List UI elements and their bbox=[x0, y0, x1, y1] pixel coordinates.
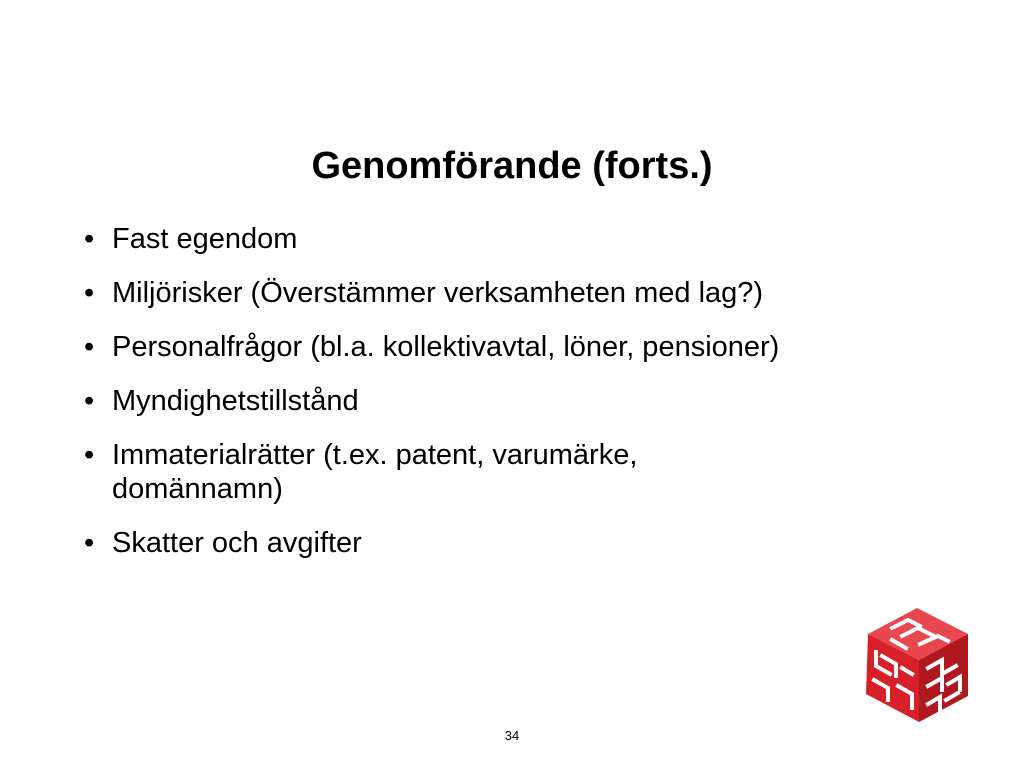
bullet-item bbox=[84, 276, 904, 310]
bullet-text: Personalfrågor (bl.a. kollektivavtal, löner, pensioner) bbox=[112, 331, 780, 363]
bullet-text: Miljörisker (Överstämmer verksamheten med lag?) bbox=[112, 277, 764, 309]
bullet-item bbox=[84, 526, 904, 560]
bullet-item bbox=[84, 438, 752, 506]
bullet-text: Skatter och avgifter bbox=[112, 527, 362, 559]
bullet-item bbox=[84, 330, 904, 364]
bullet-list bbox=[84, 222, 904, 580]
red-cube-logo-icon bbox=[862, 604, 972, 726]
bullet-marker: • bbox=[84, 385, 95, 417]
bullet-text: Immaterialrätter (t.ex. patent, varumärke, domännamn) bbox=[112, 439, 638, 505]
bullet-marker: • bbox=[84, 223, 95, 255]
bullet-marker: • bbox=[84, 277, 95, 309]
bullet-text: Fast egendom bbox=[112, 223, 298, 255]
slide-title: Genomförande (forts.) bbox=[311, 145, 713, 187]
page-number: 34 bbox=[504, 728, 520, 743]
bullet-marker: • bbox=[84, 527, 95, 559]
bullet-item bbox=[84, 384, 904, 418]
bullet-marker: • bbox=[84, 331, 95, 363]
bullet-marker: • bbox=[84, 439, 95, 471]
bullet-item bbox=[84, 222, 904, 256]
bullet-text: Myndighetstillstånd bbox=[112, 385, 359, 417]
